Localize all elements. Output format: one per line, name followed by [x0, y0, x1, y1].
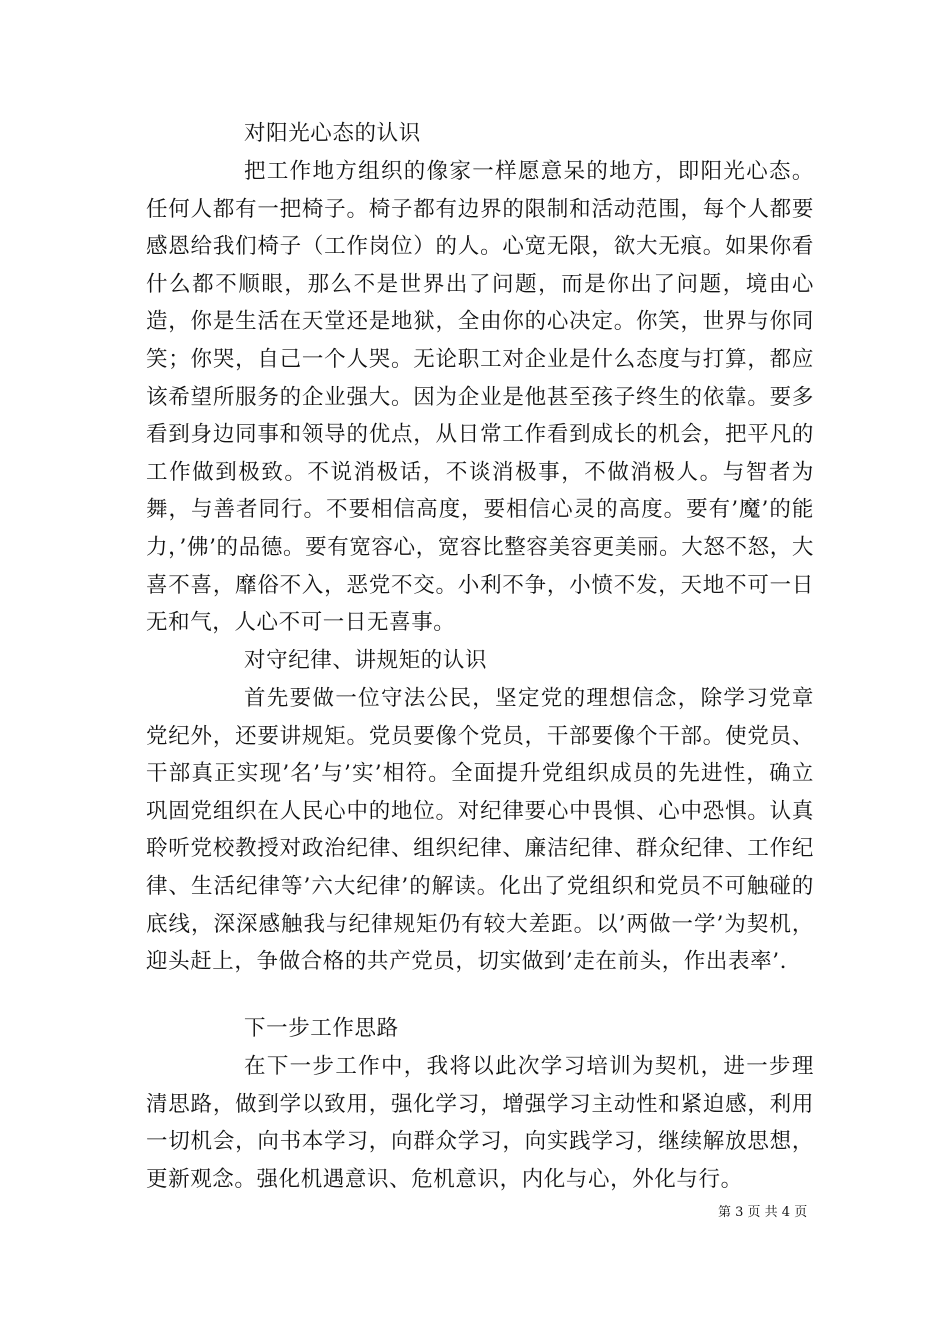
- paragraph-next-steps: 在下一步工作中，我将以此次学习培训为契机，进一步理清思路，做到学以致用，强化学习，增强学习主动性和紧迫感，利用一切机会，向书本学习，向群众学习，向实践学习，继续解放思想，更新观念。强化机遇意识、危机意识，内化与心，外化与行。: [146, 1054, 814, 1192]
- section-body-sunny-mindset: [146, 153, 814, 642]
- section-body-discipline: [146, 680, 814, 981]
- page-number-footer: 第 3 页 共 4 页: [718, 1205, 808, 1220]
- paragraph-sunny-mindset: 把工作地方组织的像家一样愿意呆的地方，即阳光心态。任何人都有一把椅子。椅子都有边界的限制和活动范围，每个人都要感恩给我们椅子（工作岗位）的人。心宽无限，欲大无痕。如果你看什么都不顺眼，那么不是世界出了问题，而是你出了问题，境由心造，你是生活在天堂还是地狱，全由你的心决定。你笑，世界与你同笑；你哭，自己一个人哭。无论职工对企业是什么态度与打算，都应该希望所服务的企业强大。因为企业是他甚至孩子终生的依靠。要多看到身边同事和领导的优点，从日常工作看到成长的机会，把平凡的工作做到极致。不说消极话，不谈消极事，不做消极人。与智者为舞，与善者同行。不要相信高度，要相信心灵的高度。要有’魔’的能力，’佛’的品德。要有宽容心，宽容比整容美容更美丽。大怒不怒，大喜不喜，靡俗不入，恶党不交。小利不争，小愤不发，天地不可一日无和气，人心不可一日无喜事。: [146, 159, 814, 636]
- section-heading-sunny-mindset: 对阳光心态的认识: [244, 121, 421, 146]
- section-heading-next-steps: 下一步工作思路: [244, 1016, 399, 1041]
- section-heading-discipline: 对守纪律、讲规矩的认识: [244, 648, 488, 673]
- section-body-next-steps: [146, 1048, 814, 1198]
- paragraph-discipline: 首先要做一位守法公民，坚定党的理想信念，除学习党章党纪外，还要讲规矩。党员要像个党员，干部要像个干部。使党员、干部真正实现’名’与’实’相符。全面提升党组织成员的先进性，确立巩固党组织在人民心中的地位。对纪律要心中畏惧、心中恐惧。认真聆听党校教授对政治纪律、组织纪律、廉洁纪律、群众纪律、工作纪律、生活纪律等’六大纪律’的解读。化出了党组织和党员不可触碰的底线，深深感触我与纪律规矩仍有较大差距。以’两做一学’为契机，迎头赶上，争做合格的共产党员，切实做到’走在前头，作出表率’.: [146, 686, 814, 975]
